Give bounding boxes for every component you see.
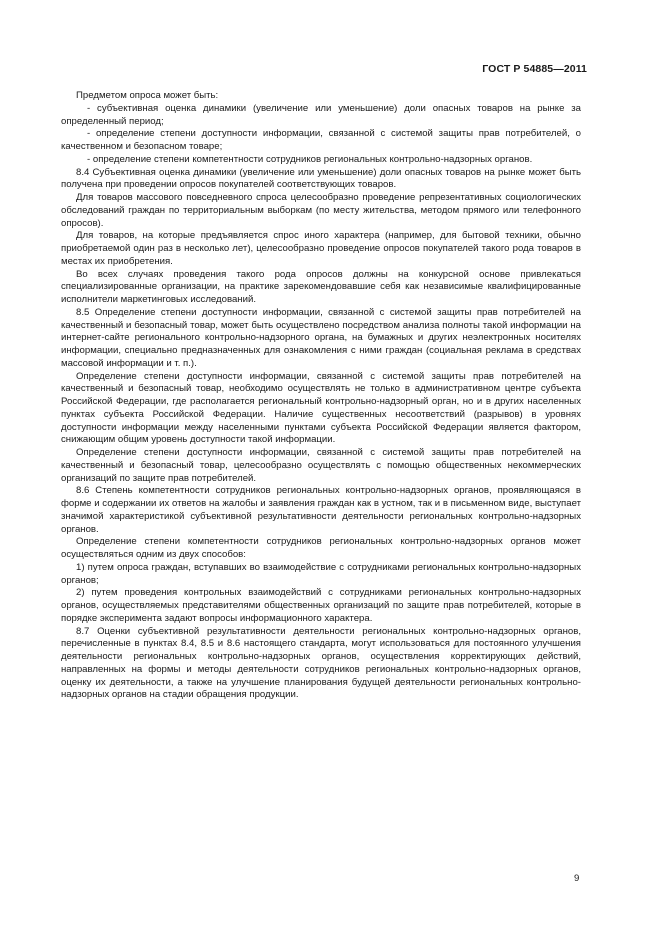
paragraph: Для товаров массового повседневного спроса целесообразно проведение репрезентативных социологических обследований граждан по территориальным выборкам (по месту жительства, методом прямого или телефонного опросов). — [61, 192, 581, 229]
paragraph: Во всех случаях проведения такого рода опросов должны на конкурсной основе привлекаться специализированные организации, на практике зарекомендовавшие себя как независимые квалифицированные исполнители маркетинговых исследований. — [61, 268, 581, 305]
paragraph: Определение степени компетентности сотрудников региональных контрольно-надзорных органов может осуществляться одним из двух способов: — [61, 536, 581, 560]
numbered-list-item: 1) путем опроса граждан, вступавших во взаимодействие с сотрудниками региональных контрольно-надзорных органов; — [61, 561, 581, 586]
paragraph: Для товаров, на которые предъявляется спрос иного характера (например, для бытовой техники, обычно приобретаемой один раз в несколько лет), целесообразно проведение опросов покупателей такого рода товаров в местах их приобретения. — [61, 230, 581, 267]
document-number-header: ГОСТ Р 54885—2011 — [482, 63, 587, 75]
paragraph: Предметом опроса может быть: — [76, 90, 219, 101]
page-number: 9 — [574, 873, 580, 884]
section-8-4-paragraph: 8.4 Субъективная оценка динамики (увеличение или уменьшение) доли опасных товаров на рынке может быть получена при проведении опросов покупателей соответствующих товаров. — [61, 166, 581, 191]
numbered-list-item: 2) путем проведения контрольных взаимодействий с сотрудниками региональных контрольно-надзорных органов, осуществляемых представителями общественных организаций по защите прав потребителей, которые в порядке эксперимента задают вопросы информационного характера. — [61, 587, 581, 624]
list-item: - определение степени доступности информации, связанной с системой защиты прав потребителей, о качественном и безопасном товаре; — [61, 128, 581, 152]
section-8-5-paragraph: 8.5 Определение степени доступности информации, связанной с системой защиты прав потребителей на качественный и безопасный товар, может быть осуществлено посредством анализа полноты такой информации на интернет-сайте регионального контрольно-надзорного органа, на бумажных и других неэлектронных носителях информации, специально предназначенных для ознакомления с ними граждан (социальная реклама в средствах массовой информации и т. п.). — [61, 306, 581, 369]
list-item: - определение степени компетентности сотрудников региональных контрольно-надзорных органов. — [87, 153, 533, 165]
section-8-6-paragraph: 8.6 Степень компетентности сотрудников региональных контрольно-надзорных органов, проявляющаяся в форме и содержании их ответов на жалобы и заявления граждан как в устном, так и в письменном виде, выступает значимой характеристикой субъективной результативности деятельности региональных контрольно-надзорных органов. — [61, 485, 581, 535]
list-item: - субъективная оценка динамики (увеличение или уменьшение) доли опасных товаров на рынке за определенный период; — [61, 102, 581, 127]
document-body — [61, 90, 581, 702]
paragraph: Определение степени доступности информации, связанной с системой защиты прав потребителей на качественный и безопасный товар, необходимо осуществлять не только в административном центре субъекта Российской Федерации, где располагается региональный контрольно-надзорный орган, но и в других населенных пунктах субъекта Российской Федерации. Наличие существенных несоответствий (разрывов) в уровнях доступности информации между населенными пунктами субъекта Российской Федерации является фактором, снижающим общим уровень доступности такой информации. — [61, 370, 581, 446]
paragraph: Определение степени доступности информации, связанной с системой защиты прав потребителей на качественный и безопасный товар, целесообразно осуществлять с помощью общественных некоммерческих организаций по защите прав потребителей. — [61, 447, 581, 484]
section-8-7-paragraph: 8.7 Оценки субъективной результативности деятельности региональных контрольно-надзорных органов, перечисленные в пунктах 8.4, 8.5 и 8.6 настоящего стандарта, могут использоваться для постоянного улучшения деятельности региональных контрольно-надзорных органов, осуществления корректирующих действий, направленных на формы и методы деятельности сотрудников региональных контрольно-надзорных органов, оценку их деятельности, а также на улучшение планирования будущей деятельности региональных контрольно-надзорных органов на стадии обращения продукции. — [61, 625, 581, 701]
